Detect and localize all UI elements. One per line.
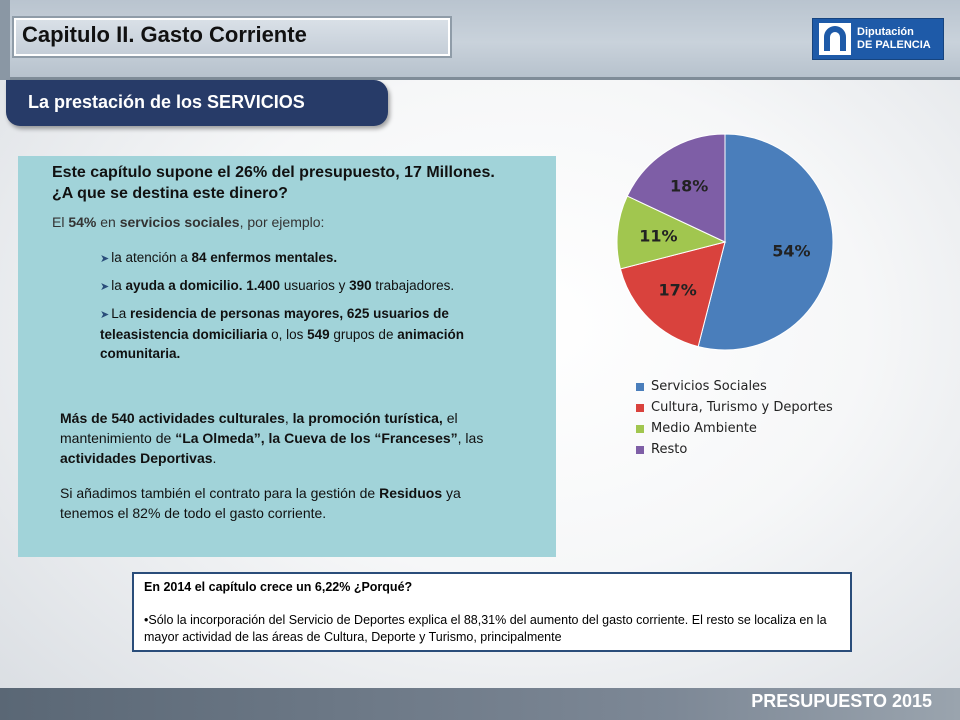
legend-swatch xyxy=(636,404,644,412)
b2-b: ayuda a domicilio. 1.400 xyxy=(125,278,281,293)
logo-line2: DE PALENCIA xyxy=(857,39,931,51)
pie-data-label: 18% xyxy=(669,176,709,196)
culture-paragraph xyxy=(60,408,500,468)
b3-a: La xyxy=(111,306,130,321)
b1-a: la atención a xyxy=(111,250,192,265)
legend-item xyxy=(636,418,833,439)
logo-text xyxy=(857,26,931,52)
logo xyxy=(812,18,944,60)
legend-label: Cultura, Turismo y Deportes xyxy=(651,400,833,415)
text-panel xyxy=(18,156,556,557)
p2-a: Más de 540 actividades culturales xyxy=(60,410,285,426)
sub-suffix: , por ejemplo: xyxy=(239,214,325,230)
b2-d: 390 xyxy=(349,278,372,293)
arch-logo-icon xyxy=(819,23,851,55)
bullet-item xyxy=(100,304,540,363)
bullet-item xyxy=(100,248,540,269)
arrow-bullet-icon: ➤ xyxy=(100,253,110,265)
sub-pct: 54% xyxy=(68,214,97,230)
waste-paragraph xyxy=(60,483,500,523)
pie-data-label: 54% xyxy=(772,241,811,261)
b2-a: la xyxy=(111,278,126,293)
bullet-list xyxy=(100,248,540,370)
legend-item xyxy=(636,376,833,397)
note-text: •Sólo la incorporación del Servicio de Deportes explica el 88,31% del aumento del gasto corriente. El resto se localiza en la mayor actividad de las áreas de Cultura, Deporte y Turismo, principalmente xyxy=(144,613,827,644)
legend-label: Medio Ambiente xyxy=(651,421,757,436)
note-title: En 2014 el capítulo crece un 6,22% ¿Porqué? xyxy=(144,580,413,594)
b3-b: residencia de personas mayores, 625 usuarios de teleasistencia domiciliaria xyxy=(100,306,449,342)
p2-e: “La Olmeda”, la Cueva de los “Franceses” xyxy=(175,430,458,446)
b3-d: 549 xyxy=(307,327,330,342)
sub-prefix: El xyxy=(52,214,69,230)
p2-h: . xyxy=(212,450,217,466)
note-box xyxy=(132,572,852,652)
p2-b: , xyxy=(284,410,293,426)
b3-f: animación comunitaria. xyxy=(100,327,464,361)
legend-item xyxy=(636,397,833,418)
b2-c: usuarios y xyxy=(280,278,350,293)
legend-label: Servicios Sociales xyxy=(651,379,767,394)
p2-d: el mantenimiento de xyxy=(60,410,458,446)
legend-swatch xyxy=(636,425,644,433)
b3-c: o, los xyxy=(267,327,308,342)
footer-label: PRESUPUESTO 2015 xyxy=(751,691,932,711)
arrow-bullet-icon: ➤ xyxy=(100,309,110,321)
p3-b: Residuos xyxy=(379,485,443,501)
b1-b: 84 enfermos mentales. xyxy=(191,250,338,265)
arrow-bullet-icon: ➤ xyxy=(100,281,110,293)
pie-data-label: 11% xyxy=(639,226,678,246)
chart-legend xyxy=(636,376,833,460)
bullet-item xyxy=(100,276,540,297)
b2-e: trabajadores. xyxy=(371,278,455,293)
p2-c: la promoción turística, xyxy=(292,410,443,426)
sub-mid: en xyxy=(96,214,120,230)
page-title: Capitulo II. Gasto Corriente xyxy=(22,22,307,47)
b3-e: grupos de xyxy=(329,327,398,342)
sub-bold: servicios sociales xyxy=(119,214,240,230)
pie-chart xyxy=(600,124,850,364)
sub-text xyxy=(52,214,324,230)
legend-item xyxy=(636,439,833,460)
legend-swatch xyxy=(636,446,644,454)
legend-swatch xyxy=(636,383,644,391)
legend-label: Resto xyxy=(651,442,688,457)
intro-text: Este capítulo supone el 26% del presupuesto, 17 Millones. ¿A que se destina este dinero? xyxy=(52,164,495,202)
p3-a: Si añadimos también el contrato para la gestión de xyxy=(60,485,380,501)
logo-line1: Diputación xyxy=(857,26,914,38)
section-title: La prestación de los SERVICIOS xyxy=(28,92,305,112)
p3-c: ya tenemos el 82% de todo el gasto corriente. xyxy=(60,485,461,521)
p2-g: actividades Deportivas xyxy=(60,450,213,466)
pie-data-label: 17% xyxy=(658,280,697,300)
p2-f: , las xyxy=(457,430,484,446)
